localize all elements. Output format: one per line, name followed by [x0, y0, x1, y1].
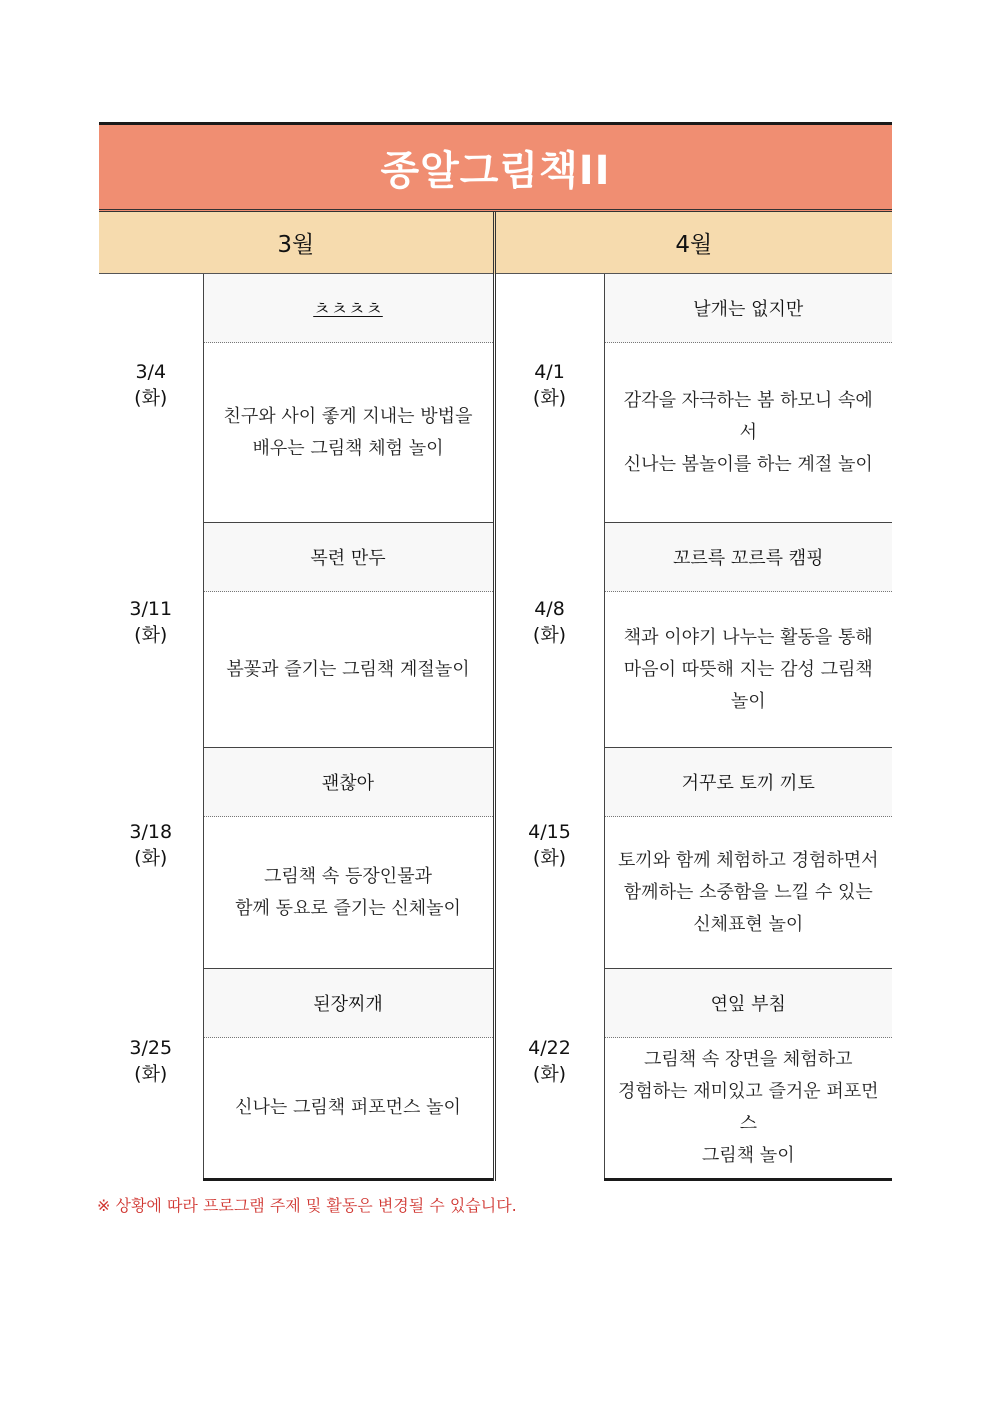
date-label: 4/1	[534, 361, 565, 384]
description-line: 책과 이야기 나누는 활동을 통해	[623, 626, 873, 648]
month-header-april: 4월	[494, 211, 892, 274]
program-name-cell	[604, 523, 892, 592]
program-name-cell	[203, 523, 494, 592]
description-line: 경험하는 재미있고 즐거운 퍼포먼스	[617, 1081, 879, 1134]
program-name-cell	[203, 748, 494, 817]
description-line: 신체표현 놀이	[693, 913, 804, 935]
date-label: 3/25	[129, 1037, 173, 1059]
month-header-march: 3월	[99, 211, 494, 274]
program-name-cell	[604, 748, 892, 817]
description-line: 봄꽃과 즐기는 그림책 계절놀이	[226, 658, 470, 680]
date-label: 4/8	[534, 598, 565, 620]
program-name: 목련 만두	[310, 548, 386, 569]
weekday-label: (화)	[134, 1063, 168, 1085]
date-cell	[494, 274, 604, 523]
date-cell	[494, 748, 604, 969]
description-line: 마음이 따뜻해 지는 감성 그림책	[623, 658, 873, 680]
program-name-cell	[203, 274, 494, 343]
program-description	[604, 343, 892, 523]
date-cell	[494, 523, 604, 748]
weekday-label: (화)	[532, 1063, 567, 1085]
date-label: 3/18	[129, 821, 173, 843]
description-line: 감각을 자극하는 봄 하모니 속에서	[623, 389, 873, 443]
program-name: 된장찌개	[313, 994, 383, 1015]
schedule-sheet	[99, 122, 892, 1181]
date-cell	[99, 748, 203, 969]
program-description	[203, 1038, 494, 1180]
program-name: 연잎 부침	[710, 994, 786, 1015]
program-name: 거꾸로 토끼 끼토	[681, 773, 815, 794]
date-label: 3/4	[135, 361, 167, 384]
description-line: 친구와 사이 좋게 지내는 방법을	[223, 405, 473, 427]
description-line: 배우는 그림책 체험 놀이	[252, 437, 444, 459]
weekday-label: (화)	[532, 847, 567, 869]
program-name-cell	[604, 274, 892, 343]
description-line: 토끼와 함께 체험하고 경험하면서	[617, 849, 879, 871]
weekday-label: (화)	[134, 847, 168, 869]
date-cell	[99, 274, 203, 523]
program-name: 괜찮아	[321, 773, 375, 794]
program-description	[604, 1038, 892, 1180]
date-label: 4/15	[528, 821, 571, 843]
description-line: 신나는 그림책 퍼포먼스 놀이	[235, 1097, 461, 1118]
description-line: 그림책 속 장면을 체험하고	[644, 1049, 853, 1070]
program-name: ㅊㅊㅊㅊ	[313, 299, 383, 320]
description-line: 그림책 놀이	[701, 1145, 795, 1166]
description-line: 놀이	[730, 690, 766, 712]
description-line: 신나는 봄놀이를 하는 계절 놀이	[623, 453, 873, 475]
program-description	[604, 817, 892, 969]
program-description	[203, 817, 494, 969]
footnote: ※ 상황에 따라 프로그램 주제 및 활동은 변경될 수 있습니다.	[97, 1196, 517, 1215]
page-title: 종알그림책II	[99, 124, 892, 211]
date-cell	[494, 969, 604, 1180]
date-label: 4/22	[528, 1037, 571, 1059]
date-cell	[99, 969, 203, 1180]
description-line: 그림책 속 등장인물과	[264, 865, 432, 887]
schedule-table	[99, 122, 892, 1181]
date-label: 3/11	[129, 598, 173, 620]
program-name-cell	[203, 969, 494, 1038]
description-line: 함께하는 소중함을 느낄 수 있는	[623, 881, 873, 903]
program-description	[203, 343, 494, 523]
program-description	[203, 592, 494, 748]
weekday-label: (화)	[134, 387, 168, 410]
weekday-label: (화)	[134, 624, 168, 646]
description-line: 함께 동요로 즐기는 신체놀이	[235, 897, 461, 919]
program-name: 날개는 없지만	[693, 299, 804, 320]
program-name: 꼬르륵 꼬르륵 캠핑	[672, 548, 824, 569]
weekday-label: (화)	[532, 624, 567, 646]
program-description	[604, 592, 892, 748]
weekday-label: (화)	[532, 387, 567, 410]
date-cell	[99, 523, 203, 748]
program-name-cell	[604, 969, 892, 1038]
